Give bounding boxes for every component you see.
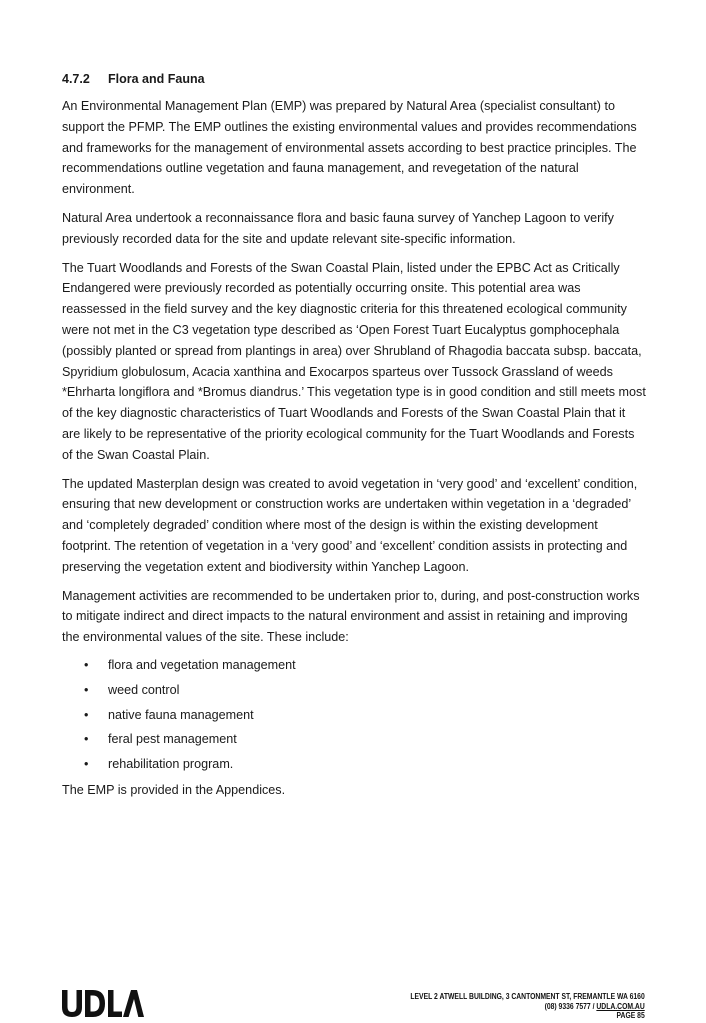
list-item: • native fauna management [62,706,646,724]
paragraph-management: Management activities are recommended to be undertaken prior to, during, and post-construction works to mitigate indirect and direct impacts to the natural environment and assist in retaining and improving the environmental values of the site. These include: [62,588,640,645]
page-content [62,70,646,809]
paragraph-survey: Natural Area undertook a reconnaissance flora and basic fauna survey of Yanchep Lagoon to verify previously recorded data for the site and update relevant site-specific information. [62,210,614,246]
section-title: Flora and Fauna [108,72,205,86]
management-list [62,656,646,773]
footer-phone-line [411,1002,645,1012]
footer-separator: / [590,1001,597,1011]
list-item: • weed control [62,681,646,699]
list-item: • feral pest management [62,730,646,748]
paragraph-masterplan: The updated Masterplan design was created to avoid vegetation in ‘very good’ and ‘excellent’ condition, ensuring that new development or construction works are undertaken within vegetation in a ‘degraded’ and ‘completely degraded’ condition where most of the design is within the existing development footprint. The retention of vegetation in a ‘very good’ and ‘excellent’ condition assists in protecting and preserving the vegetation extent and biodiversity within Yanchep Lagoon. [62,476,638,574]
section-heading [62,70,646,88]
footer-page-number: PAGE 85 [616,1011,645,1021]
paragraph-tuart-woodlands: The Tuart Woodlands and Forests of the Swan Coastal Plain, listed under the EPBC Act as Critically Endangered were previously recorded as potentially occurring onsite. This potential area was reassessed in the field survey and the key diagnostic criteria for this threatened ecological community were not met in the C3 vegetation type described as ‘Open Forest Tuart Eucalyptus gomphocephala (possibly planted or spread from plantings in area) over Shrubland of Rhagodia baccata subsp. baccata, Spyridium globulosum, Acacia xanthina and Exocarpos sparteus over Tussock Grassland of weeds *Ehrharta longiflora and *Bromus diandrus.’ This vegetation type is in good condition and still meets most of the key diagnostic characteristics of Tuart Woodlands and Forests of the Swan Coastal Plain that it are likely to be representative of the priority ecological community for the Tuart Woodlands and Forests of the Swan Coastal Plain. [62,260,646,462]
paragraph-emp-intro: An Environmental Management Plan (EMP) was prepared by Natural Area (specialist consultant) to support the PFMP. The EMP outlines the existing environmental values and provides recommendations and frameworks for the management of environmental assets according to best practice principles. The recommendations outline vegetation and fauna management, and revegetation of the natural environment. [62,99,637,197]
list-item: • rehabilitation program. [62,755,646,773]
footer-contact [411,992,645,1021]
footer-website-link[interactable]: UDLA.COM.AU [596,1001,645,1011]
footer-phone: (08) 9336 7577 [544,1001,591,1011]
section-number: 4.7.2 [62,72,90,86]
footer-address: LEVEL 2 ATWELL BUILDING, 3 CANTONMENT ST, FREMANTLE WA 6160 [410,992,645,1001]
paragraph-closing: The EMP is provided in the Appendices. [62,783,286,798]
udla-logo [62,988,144,1023]
list-item: • flora and vegetation management [62,656,646,674]
udla-logo-mark [62,988,144,1018]
